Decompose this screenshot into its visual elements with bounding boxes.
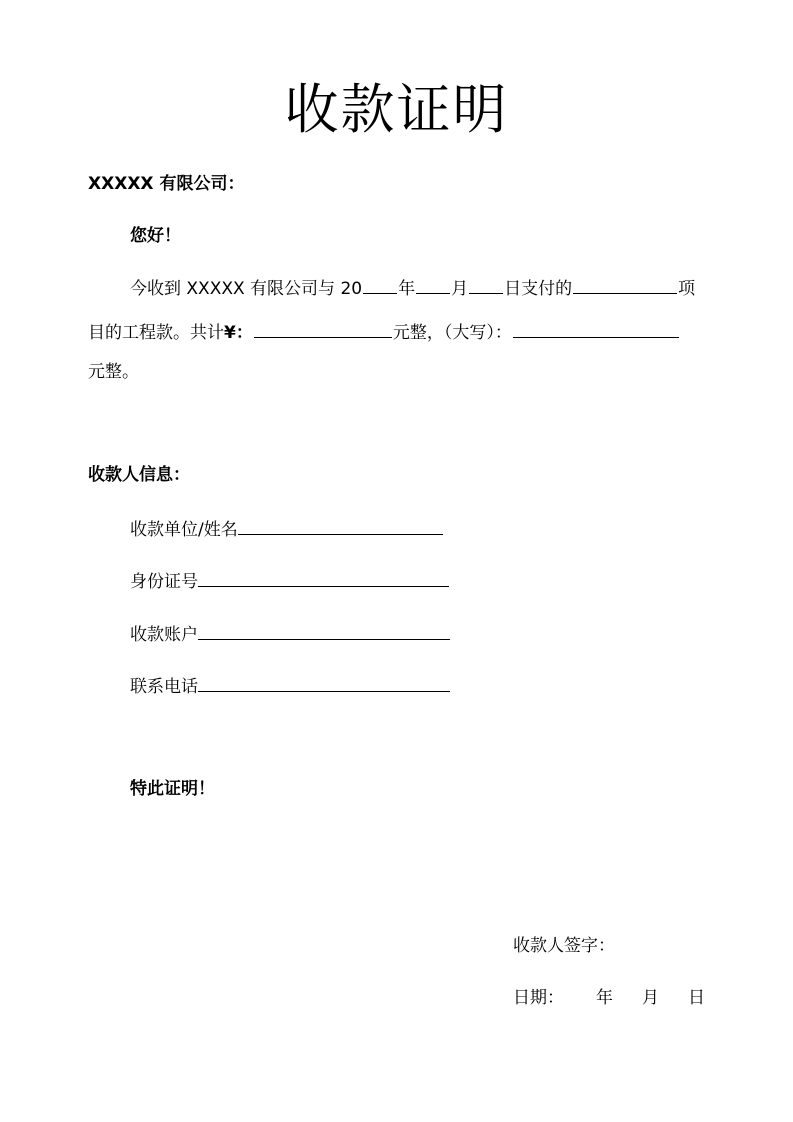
year-label: 年 <box>398 279 416 299</box>
signature-label: 收款人签字： <box>513 936 615 956</box>
field-blank-line <box>198 673 450 692</box>
payee-name-field <box>130 516 443 542</box>
day-paid-label: 日支付的 <box>504 279 573 299</box>
date-day: 日 <box>688 988 705 1008</box>
field-blank-line <box>238 516 443 535</box>
date-row <box>513 986 713 1010</box>
project-blank <box>573 275 677 294</box>
payee-heading: 收款人信息： <box>88 465 190 485</box>
day-blank <box>469 275 503 294</box>
body-line-2 <box>88 319 708 345</box>
month-blank <box>416 275 450 294</box>
field-label: 身份证号 <box>130 572 198 592</box>
field-blank-line <box>198 621 450 640</box>
month-label: 月 <box>451 279 469 299</box>
field-label: 收款账户 <box>130 625 198 645</box>
account-field <box>130 621 450 647</box>
body-line-2-text: 目的工程款。共计 <box>88 323 224 343</box>
field-label: 收款单位/姓名 <box>130 520 238 540</box>
closing-statement: 特此证明！ <box>130 779 215 799</box>
body-line-3: 元整。 <box>88 362 139 382</box>
phone-field <box>130 673 450 699</box>
amount-blank <box>254 319 392 338</box>
date-month: 月 <box>642 988 659 1008</box>
document-title: 收款证明 <box>284 78 509 141</box>
date-label: 日期： <box>513 988 564 1008</box>
field-blank-line <box>198 568 449 587</box>
body-line-1 <box>130 275 708 301</box>
body-line-1-text: 今收到 XXXXX 有限公司与 20 <box>130 279 363 299</box>
field-label: 联系电话 <box>130 677 198 697</box>
id-number-field <box>130 568 449 594</box>
greeting: 您好！ <box>130 226 181 246</box>
addressee: XXXXX 有限公司： <box>88 174 245 194</box>
daxie-label: 元整，（大写）： <box>392 323 512 343</box>
xiang-char: 项 <box>678 279 696 299</box>
currency-label: ¥： <box>224 323 253 343</box>
daxie-blank <box>513 319 679 338</box>
date-year: 年 <box>596 988 613 1008</box>
year-blank <box>363 275 397 294</box>
